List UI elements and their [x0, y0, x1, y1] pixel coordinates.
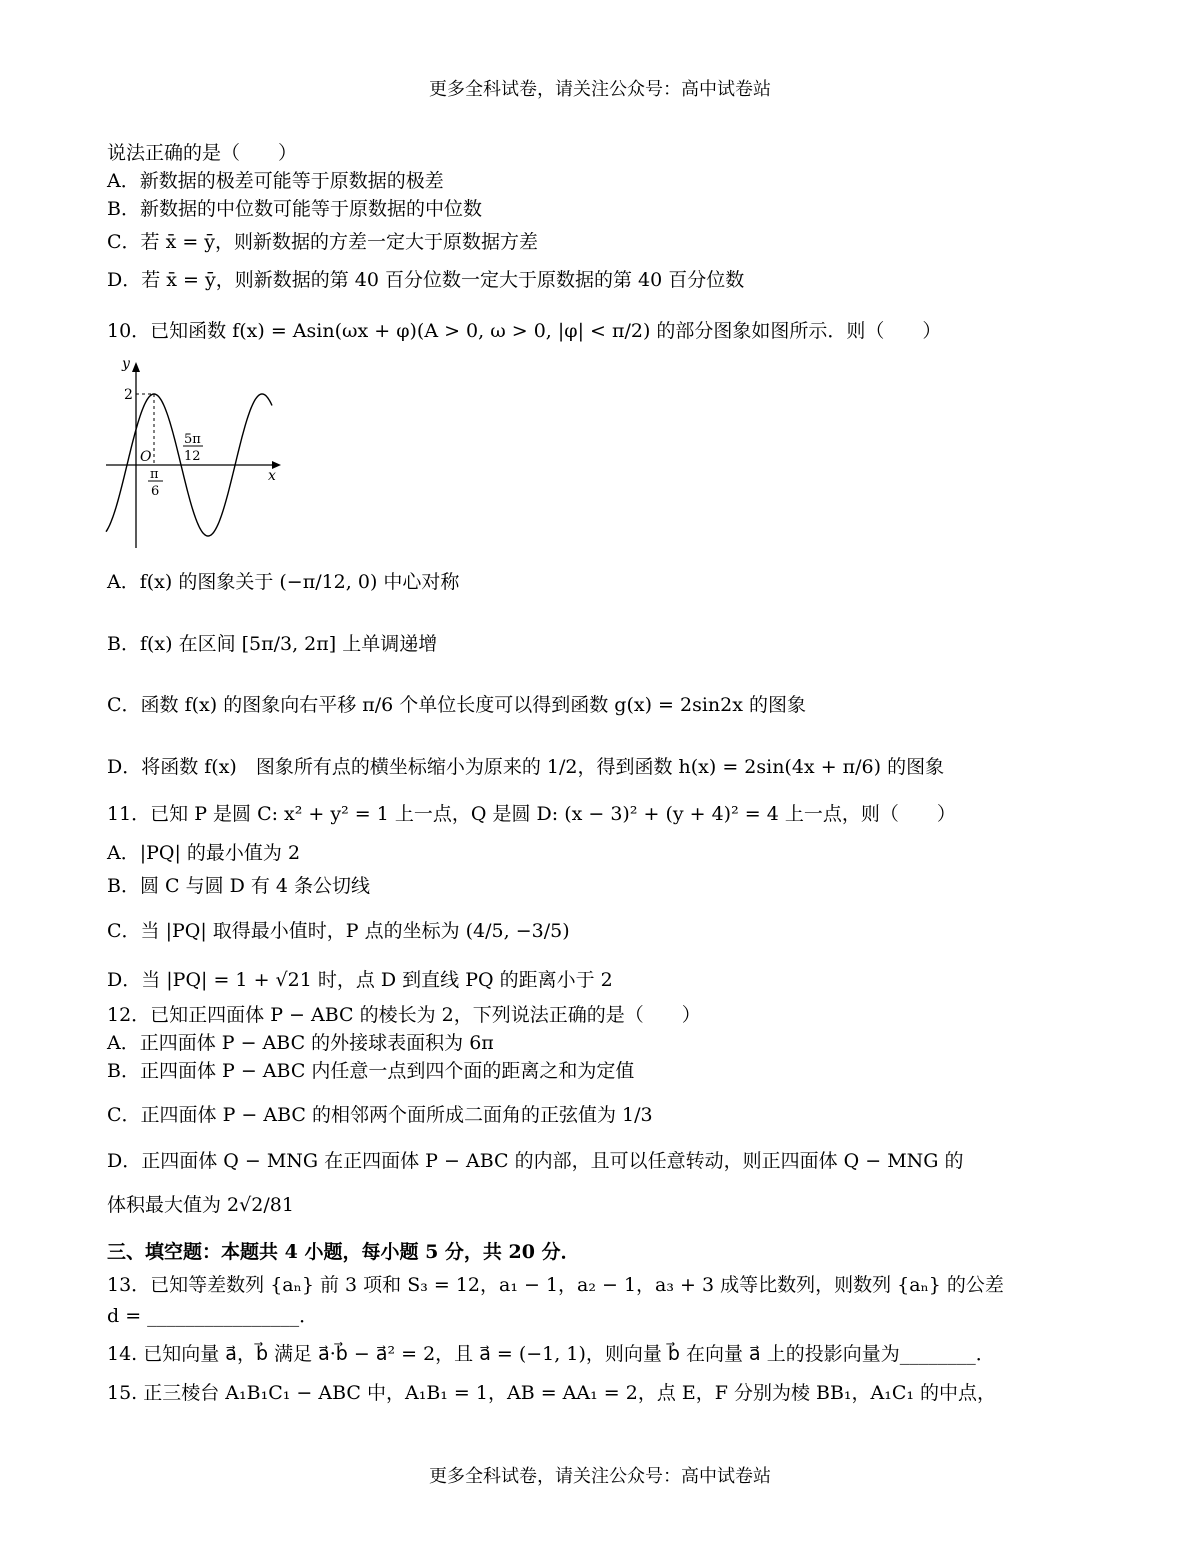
q10-sine-graph [100, 354, 290, 554]
section-3-heading: 三、填空题：本题共 4 小题，每小题 5 分，共 20 分． [107, 1241, 580, 1263]
origin-label: O [140, 449, 152, 465]
q9-stem-tail: 说法正确的是（ ） [107, 142, 298, 164]
q11-option-c: C．当 |PQ| 取得最小值时，P 点的坐标为 (4/5, −3/5) [107, 920, 570, 942]
q12-option-d-line2: 体积最大值为 2√2/81 [107, 1194, 294, 1216]
q12-option-d-line1: D．正四面体 Q − MNG 在正四面体 P − ABC 的内部，且可以任意转动，则正四面体 Q − MNG 的 [107, 1150, 964, 1172]
tick-pi-6-num: π [150, 467, 159, 482]
q12-option-c: C．正四面体 P − ABC 的相邻两个面所成二面角的正弦值为 1/3 [107, 1104, 653, 1126]
y-axis-arrow [132, 362, 140, 372]
q10-option-d: D．将函数 f(x) 图象所有点的横坐标缩小为原来的 1/2，得到函数 h(x) = 2sin(4x + π/6) 的图象 [107, 756, 945, 778]
q10-stem: 10．已知函数 f(x) = Asin(ωx + φ)(A > 0, ω > 0, |φ| < π/2) 的部分图象如图所示．则（ ） [107, 320, 942, 342]
q10-option-b: B．f(x) 在区间 [5π/3, 2π] 上单调递增 [107, 633, 438, 655]
q14: 14. 已知向量 a⃗，b⃗ 满足 a⃗·b⃗ − a⃗² = 2，且 a⃗ = (−1, 1)，则向量 b⃗ 在向量 a⃗ 上的投影向量为________． [107, 1343, 995, 1365]
y-max-label: 2 [124, 387, 133, 403]
q11-option-a: A．|PQ| 的最小值为 2 [107, 842, 301, 864]
page-header: 更多全科试卷，请关注公众号：高中试卷站 [429, 79, 771, 100]
tick-5pi-12-num: 5π [184, 432, 201, 447]
q10-option-c: C．函数 f(x) 的图象向右平移 π/6 个单位长度可以得到函数 g(x) = 2sin2x 的图象 [107, 694, 806, 716]
q13-line1: 13．已知等差数列 {aₙ} 前 3 项和 S₃ = 12，a₁ − 1，a₂ − 1，a₃ + 3 成等比数列，则数列 {aₙ} 的公差 [107, 1274, 1004, 1296]
q11-stem: 11．已知 P 是圆 C: x² + y² = 1 上一点，Q 是圆 D: (x − 3)² + (y + 4)² = 4 上一点，则（ ） [107, 803, 956, 825]
q9-option-b: B．新数据的中位数可能等于原数据的中位数 [107, 198, 482, 220]
q9-option-c: C．若 x̄ = ȳ，则新数据的方差一定大于原数据方差 [107, 231, 539, 253]
page-footer: 更多全科试卷，请关注公众号：高中试卷站 [429, 1466, 771, 1487]
q10-option-a: A．f(x) 的图象关于 (−π/12, 0) 中心对称 [107, 571, 460, 593]
y-axis-label: y [122, 356, 130, 372]
tick-pi-6-den: 6 [151, 484, 160, 499]
q11-option-b: B．圆 C 与圆 D 有 4 条公切线 [107, 875, 371, 897]
q11-option-d: D．当 |PQ| = 1 + √21 时，点 D 到直线 PQ 的距离小于 2 [107, 969, 613, 991]
q12-option-a: A．正四面体 P − ABC 的外接球表面积为 6π [107, 1032, 494, 1054]
q9-option-a: A．新数据的极差可能等于原数据的极差 [107, 170, 444, 192]
q12-option-b: B．正四面体 P − ABC 内任意一点到四个面的距离之和为定值 [107, 1060, 635, 1082]
x-axis-label: x [268, 468, 276, 484]
tick-5pi-12-den: 12 [184, 449, 201, 464]
q15: 15. 正三棱台 A₁B₁C₁ − ABC 中，A₁B₁ = 1，AB = AA₁ = 2，点 E，F 分别为棱 BB₁，A₁C₁ 的中点， [107, 1382, 997, 1404]
q9-option-d: D．若 x̄ = ȳ，则新数据的第 40 百分位数一定大于原数据的第 40 百分位数 [107, 269, 745, 291]
q13-line2: d = ________________． [107, 1305, 319, 1327]
q12-stem: 12．已知正四面体 P − ABC 的棱长为 2，下列说法正确的是（ ） [107, 1004, 701, 1026]
